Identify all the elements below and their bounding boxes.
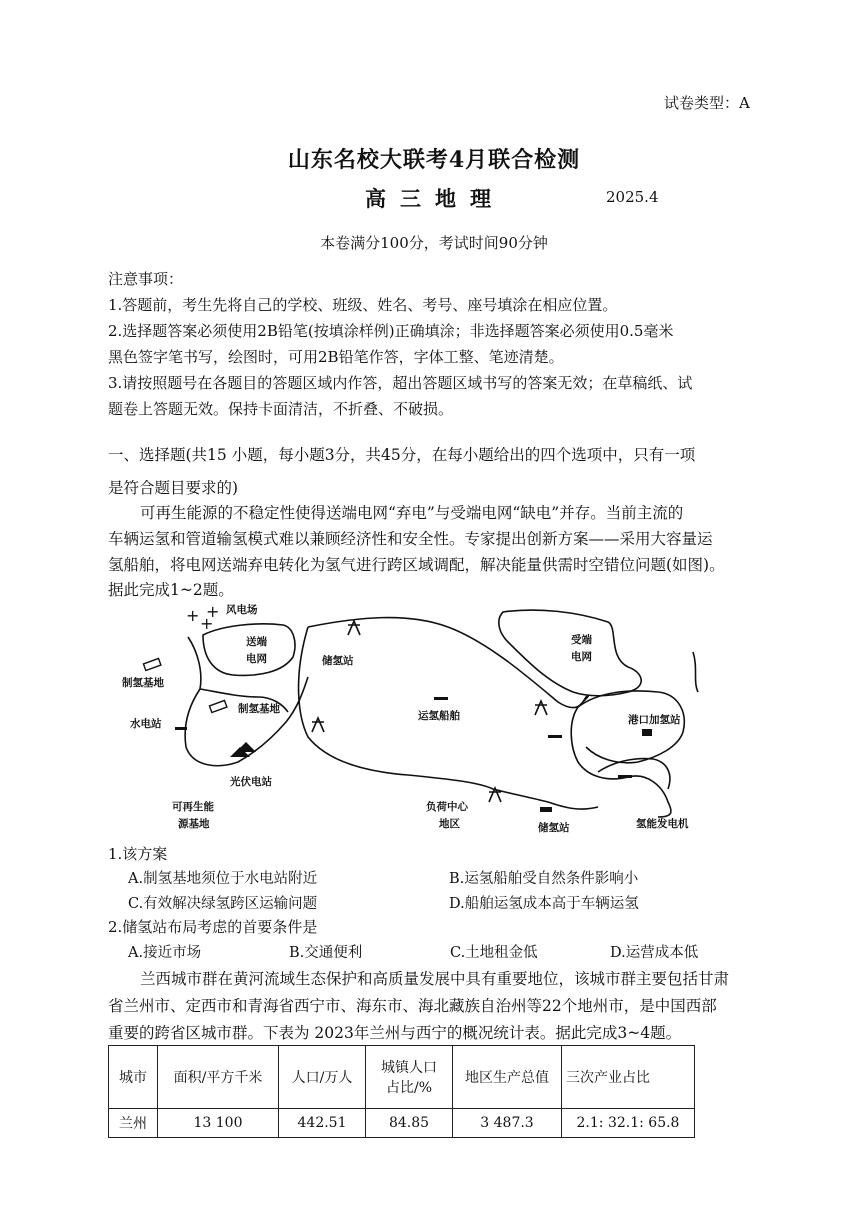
notice-line: 1.答题前，考生先将自己的学校、班级、姓名、考号、座号填涂在相应位置。 (108, 296, 618, 314)
exam-date: 2025.4 (606, 188, 659, 206)
map-label-solar: 光伏电站 (230, 776, 272, 788)
map-label-port: 港口加氢站 (628, 714, 681, 726)
map-label-receive-grid: 电网 (571, 651, 592, 663)
table-cell: 442.51 (279, 1109, 366, 1138)
passage-line: 据此完成1~2题。 (108, 581, 234, 599)
svg-text:+: + (186, 606, 200, 625)
svg-text:+: + (200, 614, 214, 633)
question-stem: 1.该方案 (108, 845, 168, 863)
option-a: A.制氢基地须位于水电站附近 (128, 871, 318, 887)
table-header-row (109, 1046, 695, 1109)
table-cell: 3 487.3 (453, 1109, 562, 1138)
notice-line: 题卷上答题无效。保持卡面清洁，不折叠、不破损。 (108, 400, 454, 418)
option-c: C.土地租金低 (450, 945, 538, 961)
table-header: 地区生产总值 (453, 1046, 562, 1109)
map-label-wind: 风电场 (226, 604, 258, 616)
solar-station-icon (230, 742, 256, 757)
exam-title: 山东名校大联考4月联合检测 (287, 147, 581, 173)
map-label-h2-power: 氢能发电机 (636, 818, 689, 830)
option-b: B.交通便利 (289, 945, 363, 961)
table-header (366, 1046, 453, 1109)
table-row (109, 1109, 695, 1138)
send-grid-region (203, 624, 295, 676)
option-b: B.运氢船舶受自然条件影响小 (449, 871, 639, 887)
passage-line: 省兰州市、定西市和青海省西宁市、海东市、海北藏族自治州等22个地州市，是中国西部 (108, 997, 717, 1015)
option-c: C.有效解决绿氢跨区运输问题 (128, 896, 318, 912)
table-header: 三次产业占比 (562, 1046, 695, 1109)
notice-heading: 注意事项： (108, 270, 184, 288)
map-label-load: 负荷中心 (426, 801, 468, 813)
wind-turbine-icon (186, 602, 219, 633)
option-d: D.运营成本低 (610, 945, 699, 961)
map-label-renew: 可再生能 (172, 801, 214, 813)
passage-line: 可再生能源的不稳定性使得送端电网“弃电”与受端电网“缺电”并存。当前主流的 (140, 504, 684, 522)
map-label-storage: 储氢站 (538, 822, 570, 834)
table-header: 面积/平方千米 (158, 1046, 279, 1109)
map-label-hydro: 水电站 (130, 718, 162, 730)
table-cell: 84.85 (366, 1109, 453, 1138)
table-header: 人口/万人 (279, 1046, 366, 1109)
right-edge (693, 652, 698, 692)
section-heading: 一、选择题(共15 小题，每小题3分，共45分，在每小题给出的四个选项中，只有一项 (108, 446, 696, 464)
exam-subject: 高三地理 (365, 186, 505, 211)
question-stem: 2.储氢站布局考虑的首要条件是 (108, 918, 318, 936)
table-header-line: 城镇人口 (381, 1060, 437, 1076)
exam-type: 试卷类型：A (664, 94, 750, 112)
table-header: 城市 (109, 1046, 158, 1109)
map-label-send-grid: 送端 (246, 636, 267, 648)
section-heading-cont: 是符合题目要求的) (108, 479, 239, 497)
notice-line: 3.请按照题号在各题目的答题区域内作答，超出答题区域书写的答案无效；在草稿纸、试 (108, 374, 693, 392)
notice-line: 黑色签字笔书写，绘图时，可用2B铅笔作答，字体工整、笔迹清楚。 (108, 348, 564, 366)
map-label-ship: 运氢船舶 (418, 710, 460, 722)
map-label-h2-base: 制氢基地 (122, 677, 164, 689)
option-d: D.船舶运氢成本高于车辆运氢 (449, 896, 639, 912)
notice-line: 2.选择题答案必须使用2B铅笔(按填涂样例)正确填涂；非选择题答案必须使用0.5毫米 (108, 322, 674, 340)
map-label-h2-base: 制氢基地 (238, 703, 280, 715)
exam-meta: 本卷满分100分，考试时间90分钟 (320, 234, 548, 252)
map-label-load: 地区 (439, 818, 460, 830)
passage-line: 氢船舶，将电网送端弃电转化为氢气进行跨区域调配，解决能量供需时空错位问题(如图)。 (108, 556, 725, 574)
map-label-renew: 源基地 (178, 818, 210, 830)
map-label-storage: 储氢站 (322, 655, 354, 667)
hydrogen-transport-map (108, 597, 713, 837)
passage-line: 车辆运氢和管道输氢模式难以兼顾经济性和安全性。专家提出创新方案——采用大容量运 (108, 530, 713, 548)
table-cell: 13 100 (158, 1109, 279, 1138)
table-cell: 兰州 (109, 1109, 158, 1138)
svg-text:+: + (206, 602, 220, 621)
passage-line: 兰西城市群在黄河流域生态保护和高质量发展中具有重要地位，该城市群主要包括甘肃 (140, 970, 730, 988)
map-label-receive-grid: 受端 (571, 634, 592, 646)
option-a: A.接近市场 (128, 945, 202, 961)
table-cell: 2.1: 32.1: 65.8 (562, 1109, 695, 1138)
map-label-send-grid: 电网 (246, 653, 267, 665)
passage-line: 重要的跨省区城市群。下表为 2023年兰州与西宁的概况统计表。据此完成3~4题。 (108, 1024, 682, 1042)
storage-station-icon (540, 729, 652, 812)
city-stats-table (108, 1045, 695, 1138)
table-header-line: 占比/% (385, 1080, 433, 1096)
right-region (578, 691, 684, 763)
